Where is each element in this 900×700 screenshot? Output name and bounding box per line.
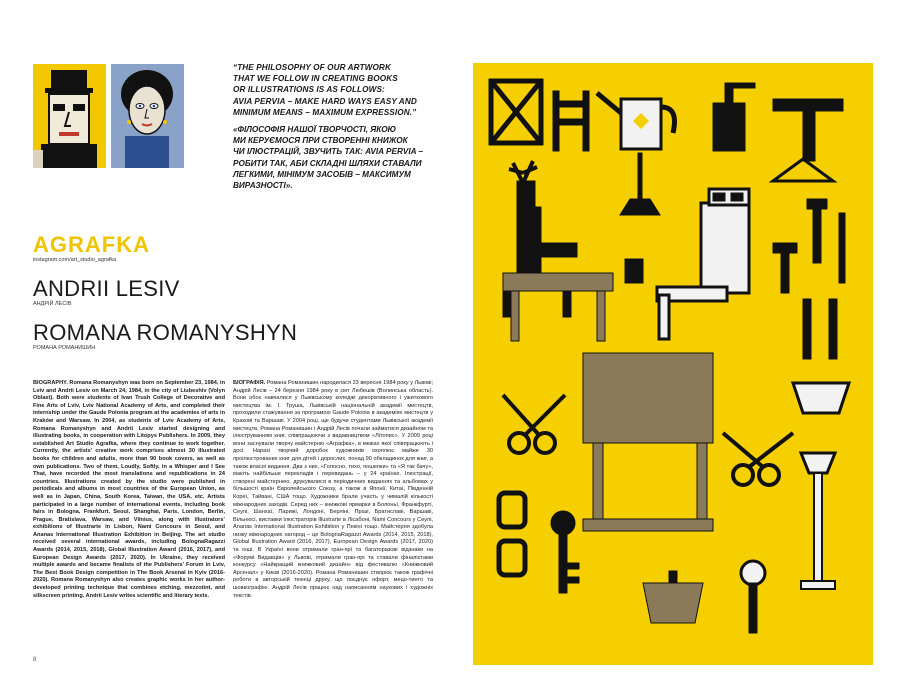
- quote-en-line: MINIMUM MEANS – MAXIMUM EXPRESSION.”: [233, 107, 417, 117]
- illustration-objects-figures: [473, 63, 873, 665]
- bowl-icon: [793, 383, 849, 413]
- artwork-thumbnail-man: [33, 64, 106, 168]
- quote-en-line: OR ILLUSTRATIONS IS AS FOLLOWS:: [233, 85, 385, 95]
- biography-en-lead: BIOGRAPHY.: [33, 380, 68, 386]
- artist-name-romana-ua: РОМАНА РОМАНИШИН: [33, 345, 96, 351]
- portrait-man-illustration: [33, 64, 106, 168]
- quote-ua-line: ВИРАЗНОСТІ».: [233, 181, 293, 191]
- artist-name-andrii-ua: АНДРІЙ ЛЕСІВ: [33, 301, 72, 307]
- quote-ua-line: «ФІЛОСОФІЯ НАШОЇ ТВОРЧОСТІ, ЯКОЮ: [233, 125, 397, 134]
- biography-ukrainian: [233, 380, 433, 600]
- jug-icon: [625, 259, 643, 283]
- studio-name: AGRAFKA: [33, 232, 150, 257]
- biography-ua-text: Романа Романишин народилася 23 вересня 1984 року у Львові; Андрій Лесів – 24 березня 1984 року в смт Любешів (Волинська область). Вони обоє навчалися у Львівському коледжі декоративного і ужиткового мистецтва ім. І. Труша, Львівській національній академії мистецтв, проходили стажування за програмою Gaude Polonia в академіях мистецтв у Кракові та Варшаві. У 2004 році, ще будучи студентами Львівської академії мистецтв, Романа Романишин і Андрій Лесів почали займатися дизайном та ілюструванням книг, співпрацюючи з видавництвом «Літопис». У 2009 році вони заснували творчу майстерню «Аграфка», в межах якої співпрацюють і досі. Наразі творчий доробок художників охоплює майже 30 проілюстрованих книг для дітей і дорослих, понад 90 обкладинок для книг, а також власні видання. Два з них, «Голосно, тихо, пошепки» та «Я так бачу», мають найбільше перекладів і перевидань – у 24 країнах. Ілюстрації, створені майстернею, друкувалися в періодичних виданнях та альбомах у більшості країн Європейського Союзу, а також в Японії, Китаї, Південній Кореї, Тайвані, США тощо. Художники брали участь у чималій кількості міжнародних заходів. Серед них – книжкові ярмарки в Болоньї, Франкфурті, Сеулі, Шанхаї, Парижі, Лондоні, Берліні, Празі, Братиславі, Варшаві, Вільнюсі, виставки ілюстраторів Illustrarte в Лісабоні, Nami Concours у Сеулі, Ananas International Illustration Exhibition у Пекіні тощо. Майстерня здобула низку міжнародних нагород – це BolognaRagazzi Awards (2014, 2015, 2018), Global Illustration Award (2016, 2017), European Design Awards (2017, 2020) та інші. В Україні вони отримали гран-прі та багаторазові відзнаки на «Форумі Видавців» у Львові, отримали гран-прі та ставали фіналістами конкурсу «Найкращий книжковий дизайн» від фестивалю «Книжковий Арсенал» у Києві (2016-2020). Романа Романишин створює також графічні роботи в авторській техніці друку, що поєднує офорт, мецо-тинто та шовкографію. Андрій Лесів працює над написанням наукових і художніх текстів.: [233, 380, 433, 599]
- quote-ua-line: ЛЕГКИМИ, МІНІМУМ ЗАСОБІВ – МАКСИМУМ: [233, 169, 411, 179]
- page-number: 8: [33, 657, 37, 663]
- quote-en-line: THAT WE FOLLOW IN CREATING BOOKS: [233, 74, 398, 84]
- quote-ua-line: ЧИ ІЛЮСТРАЦІЙ, ЗВУЧИТЬ ТАК: AVIA PERVIA –: [233, 147, 424, 157]
- artist-name-romana: ROMANA ROMANYSHYN: [33, 320, 298, 345]
- artwork-full-page: [473, 63, 873, 665]
- quote-en-line: AVIA PERVIA – MAKE HARD WAYS EASY AND: [233, 96, 417, 106]
- artist-name-andrii: ANDRII LESIV: [33, 276, 180, 301]
- biography-english: [33, 380, 225, 600]
- instagram-link[interactable]: instagram.com/art_studio_agrafka: [33, 257, 117, 263]
- quote-ua-line: МИ КЕРУЄМОСЯ ПРИ СТВОРЕННІ КНИЖОК: [233, 136, 408, 146]
- quote-en-line: “THE PHILOSOPHY OF OUR ARTWORK: [233, 63, 391, 72]
- artwork-thumbnail-woman: [111, 64, 184, 168]
- biography-ua-lead: БІОГРАФІЯ.: [233, 380, 266, 386]
- quote-ua-line: РОБИТИ ТАК, АБИ СКЛАДНІ ШЛЯХИ СТАВАЛИ: [233, 158, 422, 168]
- biography-en-text: Romana Romanyshyn was born on September 23, 1984, in Lviv and Andrii Lesiv on March 24, 1984, in the city of Liubeshiv (Volyn Oblast). Both were students of Ivan Trush College of Decorative and Fine Arts of Lviv, Lviv National Academy of Arts, and completed their internship under the Gaude Polonia program at the academies of arts in Kraków and Warsaw. In 2004, as students of Lviv Academy of Arts, Romana Romanyshyn and Andrii Lesiv started designing and illustrating books, in cooperation with Litopys Publishers. In 2009, they established Art Studio Agrafka, where they continue to work together. Currently, the artists’ creative work comprises almost 30 illustrated books for children and adults, more than 90 book covers, as well as own publications. Two of them, Loudly, Softly, in a Whisper and I See That, have recorded the most translations and republications in 24 countries. Illustrations created by the studio were published in periodicals and albums in most countries of the European Union, as well as in Japan, China, South Korea, Taiwan, the USA, etc. Artists participated in a large number of international events, including book fairs in Bologna, Frankfurt, Seoul, Shanghai, Paris, London, Berlin, Prague, Bratislava, Warsaw, and Vilnius, along with illustrators’ exhibitions of Illustrarte in Lisbon, Nami Concours in Seoul, and Ananas International Illustration Exhibition in Beijing. The art studio received several international awards, including BolognaRagazzi Awards (2014, 2015, 2018), Global Illustration Award (2016, 2017), and European Design Awards (2017, 2020). In Ukraine, they received multiple awards and became finalists of the Publishers’ Forum in Lviv, The Best Book Design competition in The Book Arsenal in Kyiv (2016-2020). Romana Romanyshyn also creates graphic works in her author-developed printing technique that combines etching, mezzotint, and silkscreen printing. Andrii Lesiv writes scientific and literary texts.: [33, 380, 225, 599]
- quote-english: [233, 62, 433, 118]
- quote-ukrainian: [233, 124, 433, 191]
- portrait-woman-illustration: [111, 64, 184, 168]
